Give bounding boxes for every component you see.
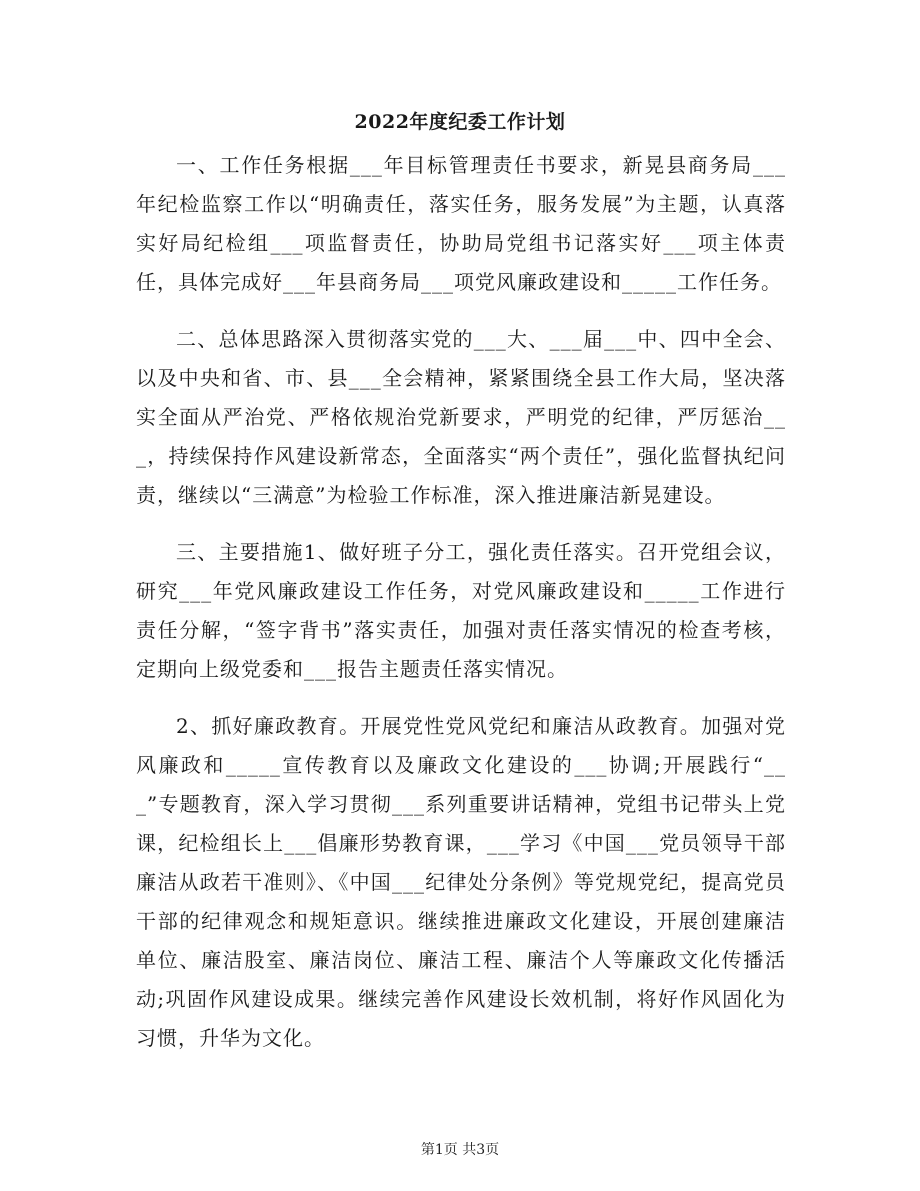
page-title: 2022年度纪委工作计划 — [354, 111, 566, 133]
paragraph-main-measures: 三、主要措施1、做好班子分工，强化责任落实。召开党组会议，研究___年党风廉政建设工作任务，对党风廉政建设和_____工作进行责任分解，“签字背书”落实责任，加强对责任落实情况的检查考核，定期向上级党委和___报告主题责任落实情况。 — [136, 540, 786, 681]
paragraph-integrity-education: 2、抓好廉政教育。开展党性党风党纪和廉洁从政教育。加强对党风廉政和_____宣传教育以及廉政文化建设的___协调;开展践行“___”专题教育，深入学习贯彻___系列重要讲话精神，党组书记带头上党课，纪检组长上___倡廉形势教育课，___学习《中国___党员领导干部廉洁从政若干准则》、《中国___纪律处分条例》等党规党纪，提高党员干部的纪律观念和规矩意识。继续推进廉政文化建设，开展创建廉洁单位、廉洁股室、廉洁岗位、廉洁工程、廉洁个人等廉政文化传播活动;巩固作风建设成果。继续完善作风建设长效机制，将好作风固化为习惯，升华为文化。 — [136, 714, 786, 1050]
page-number-footer: 第1页 共3页 — [420, 1142, 500, 1158]
document-body — [136, 146, 786, 1076]
paragraph-overall-approach: 二、总体思路深入贯彻落实党的___大、___届___中、四中全会、以及中央和省、市、县___全会精神，紧紧围绕全县工作大局，坚决落实全面从严治党、严格依规治党新要求，严明党的纪律，严厉惩治___，持续保持作风建设新常态，全面落实“两个责任”，强化监督执纪问责，继续以“三满意”为检验工作标准，深入推进廉洁新晃建设。 — [136, 327, 786, 507]
paragraph-work-tasks: 一、工作任务根据___年目标管理责任书要求，新晃县商务局___年纪检监察工作以“明确责任，落实任务，服务发展”为主题，认真落实好局纪检组___项监督责任，协助局党组书记落实好___项主体责任，具体完成好___年县商务局___项党风廉政建设和_____工作任务。 — [136, 153, 786, 294]
